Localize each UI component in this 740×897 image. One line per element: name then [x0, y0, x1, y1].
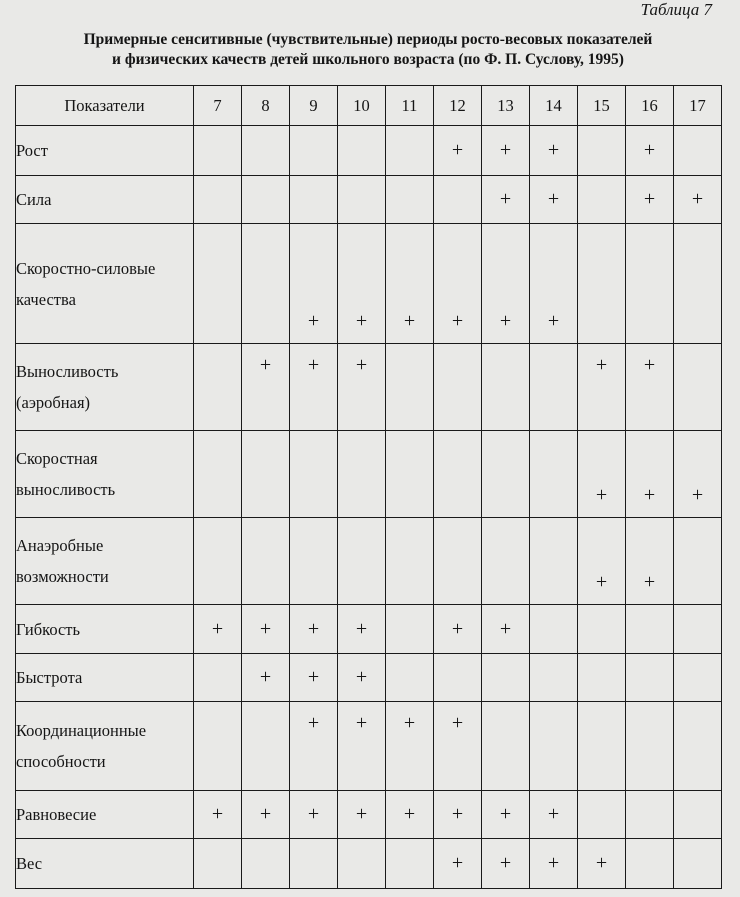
header-age: 16	[626, 86, 674, 126]
empty-cell	[194, 344, 242, 430]
row-indicator-name: Гибкость	[16, 605, 194, 653]
empty-cell	[242, 175, 290, 223]
empty-cell	[482, 518, 530, 605]
empty-cell	[626, 702, 674, 791]
table-row	[16, 344, 722, 430]
sensitive-period-mark: +	[482, 126, 530, 176]
header-age: 14	[530, 86, 578, 126]
sensitive-period-mark: +	[530, 126, 578, 176]
empty-cell	[626, 224, 674, 344]
empty-cell	[194, 518, 242, 605]
sensitive-period-mark: +	[338, 605, 386, 653]
sensitive-period-mark: +	[578, 518, 626, 605]
empty-cell	[626, 605, 674, 653]
empty-cell	[338, 175, 386, 223]
empty-cell	[434, 653, 482, 701]
sensitive-period-mark: +	[434, 702, 482, 791]
empty-cell	[674, 224, 722, 344]
empty-cell	[434, 175, 482, 223]
row-indicator-name: Вес	[16, 839, 194, 889]
table-row	[16, 430, 722, 517]
table-row	[16, 702, 722, 791]
sensitive-period-mark: +	[386, 702, 434, 791]
table-caption	[18, 30, 718, 70]
empty-cell	[242, 839, 290, 889]
sensitive-period-mark: +	[530, 839, 578, 889]
empty-cell	[578, 605, 626, 653]
empty-cell	[242, 430, 290, 517]
sensitive-period-mark: +	[434, 790, 482, 838]
header-age: 10	[338, 86, 386, 126]
empty-cell	[386, 653, 434, 701]
sensitive-period-mark: +	[434, 126, 482, 176]
sensitive-period-mark: +	[338, 344, 386, 430]
empty-cell	[386, 126, 434, 176]
empty-cell	[194, 702, 242, 791]
empty-cell	[290, 126, 338, 176]
empty-cell	[194, 430, 242, 517]
empty-cell	[674, 518, 722, 605]
sensitive-period-mark: +	[338, 790, 386, 838]
caption-line-1: Примерные сенситивные (чувствительные) периоды росто-весовых показателей	[83, 31, 653, 48]
empty-cell	[482, 653, 530, 701]
row-indicator-name: Анаэробные возможности	[16, 518, 194, 605]
sensitive-period-mark: +	[530, 790, 578, 838]
sensitive-period-mark: +	[626, 344, 674, 430]
empty-cell	[530, 518, 578, 605]
sensitive-period-mark: +	[434, 605, 482, 653]
empty-cell	[674, 653, 722, 701]
table-row	[16, 605, 722, 653]
header-age: 11	[386, 86, 434, 126]
table-row	[16, 653, 722, 701]
table-body	[16, 126, 722, 889]
empty-cell	[434, 518, 482, 605]
empty-cell	[194, 175, 242, 223]
row-indicator-name: Скоростная выносливость	[16, 430, 194, 517]
empty-cell	[530, 430, 578, 517]
sensitive-period-mark: +	[242, 605, 290, 653]
table-row	[16, 790, 722, 838]
sensitive-period-mark: +	[290, 653, 338, 701]
empty-cell	[626, 790, 674, 838]
empty-cell	[386, 430, 434, 517]
empty-cell	[290, 518, 338, 605]
row-indicator-name: Выносливость (аэробная)	[16, 344, 194, 430]
empty-cell	[242, 518, 290, 605]
sensitive-period-mark: +	[626, 430, 674, 517]
empty-cell	[578, 790, 626, 838]
sensitive-period-mark: +	[674, 430, 722, 517]
empty-cell	[290, 175, 338, 223]
header-age: 13	[482, 86, 530, 126]
empty-cell	[242, 126, 290, 176]
sensitive-period-mark: +	[242, 790, 290, 838]
sensitive-period-mark: +	[626, 175, 674, 223]
empty-cell	[338, 839, 386, 889]
sensitive-period-mark: +	[290, 605, 338, 653]
empty-cell	[386, 344, 434, 430]
empty-cell	[674, 605, 722, 653]
empty-cell	[578, 224, 626, 344]
table-number: Таблица 7	[640, 0, 712, 19]
sensitive-period-mark: +	[626, 518, 674, 605]
empty-cell	[626, 839, 674, 889]
sensitive-period-mark: +	[530, 175, 578, 223]
row-indicator-name: Быстрота	[16, 653, 194, 701]
empty-cell	[290, 430, 338, 517]
sensitive-period-mark: +	[626, 126, 674, 176]
sensitive-period-mark: +	[290, 344, 338, 430]
sensitive-period-mark: +	[338, 224, 386, 344]
empty-cell	[482, 344, 530, 430]
empty-cell	[242, 224, 290, 344]
table-row	[16, 839, 722, 889]
sensitive-period-mark: +	[482, 175, 530, 223]
empty-cell	[674, 790, 722, 838]
empty-cell	[338, 430, 386, 517]
header-age: 17	[674, 86, 722, 126]
sensitive-period-mark: +	[482, 790, 530, 838]
sensitive-period-mark: +	[482, 839, 530, 889]
empty-cell	[578, 702, 626, 791]
empty-cell	[530, 653, 578, 701]
row-indicator-name: Скоростно-силовые качества	[16, 224, 194, 344]
table-row	[16, 126, 722, 176]
empty-cell	[194, 839, 242, 889]
sensitive-period-mark: +	[194, 790, 242, 838]
empty-cell	[578, 126, 626, 176]
empty-cell	[242, 702, 290, 791]
header-row	[16, 86, 722, 126]
header-age: 9	[290, 86, 338, 126]
empty-cell	[530, 605, 578, 653]
sensitive-period-mark: +	[434, 839, 482, 889]
empty-cell	[482, 702, 530, 791]
sensitive-period-mark: +	[434, 224, 482, 344]
empty-cell	[530, 344, 578, 430]
sensitive-period-mark: +	[482, 224, 530, 344]
header-age: 7	[194, 86, 242, 126]
header-age: 12	[434, 86, 482, 126]
sensitive-period-mark: +	[674, 175, 722, 223]
sensitive-period-mark: +	[482, 605, 530, 653]
empty-cell	[434, 430, 482, 517]
empty-cell	[674, 702, 722, 791]
empty-cell	[386, 175, 434, 223]
empty-cell	[338, 126, 386, 176]
sensitive-period-mark: +	[338, 653, 386, 701]
sensitive-period-mark: +	[242, 653, 290, 701]
row-indicator-name: Рост	[16, 126, 194, 176]
empty-cell	[674, 126, 722, 176]
empty-cell	[578, 653, 626, 701]
header-indicator: Показатели	[16, 86, 194, 126]
row-indicator-name: Координационные способности	[16, 702, 194, 791]
sensitive-period-mark: +	[578, 344, 626, 430]
empty-cell	[194, 224, 242, 344]
sensitive-period-mark: +	[290, 702, 338, 791]
sensitive-period-mark: +	[338, 702, 386, 791]
sensitive-period-mark: +	[386, 224, 434, 344]
empty-cell	[194, 126, 242, 176]
empty-cell	[434, 344, 482, 430]
header-age: 8	[242, 86, 290, 126]
table-row	[16, 518, 722, 605]
sensitive-period-mark: +	[530, 224, 578, 344]
empty-cell	[530, 702, 578, 791]
table-row	[16, 175, 722, 223]
row-indicator-name: Равновесие	[16, 790, 194, 838]
empty-cell	[482, 430, 530, 517]
empty-cell	[674, 344, 722, 430]
empty-cell	[194, 653, 242, 701]
empty-cell	[386, 518, 434, 605]
row-indicator-name: Сила	[16, 175, 194, 223]
sensitive-period-mark: +	[578, 839, 626, 889]
sensitive-periods-table	[15, 85, 722, 889]
empty-cell	[578, 175, 626, 223]
empty-cell	[386, 839, 434, 889]
table-row	[16, 224, 722, 344]
sensitive-period-mark: +	[194, 605, 242, 653]
empty-cell	[290, 839, 338, 889]
empty-cell	[338, 518, 386, 605]
sensitive-period-mark: +	[578, 430, 626, 517]
sensitive-period-mark: +	[290, 790, 338, 838]
header-age: 15	[578, 86, 626, 126]
empty-cell	[386, 605, 434, 653]
empty-cell	[674, 839, 722, 889]
sensitive-period-mark: +	[290, 224, 338, 344]
caption-line-2: и физических качеств детей школьного возраста (по Ф. П. Суслову, 1995)	[112, 51, 624, 68]
sensitive-period-mark: +	[386, 790, 434, 838]
sensitive-period-mark: +	[242, 344, 290, 430]
empty-cell	[626, 653, 674, 701]
